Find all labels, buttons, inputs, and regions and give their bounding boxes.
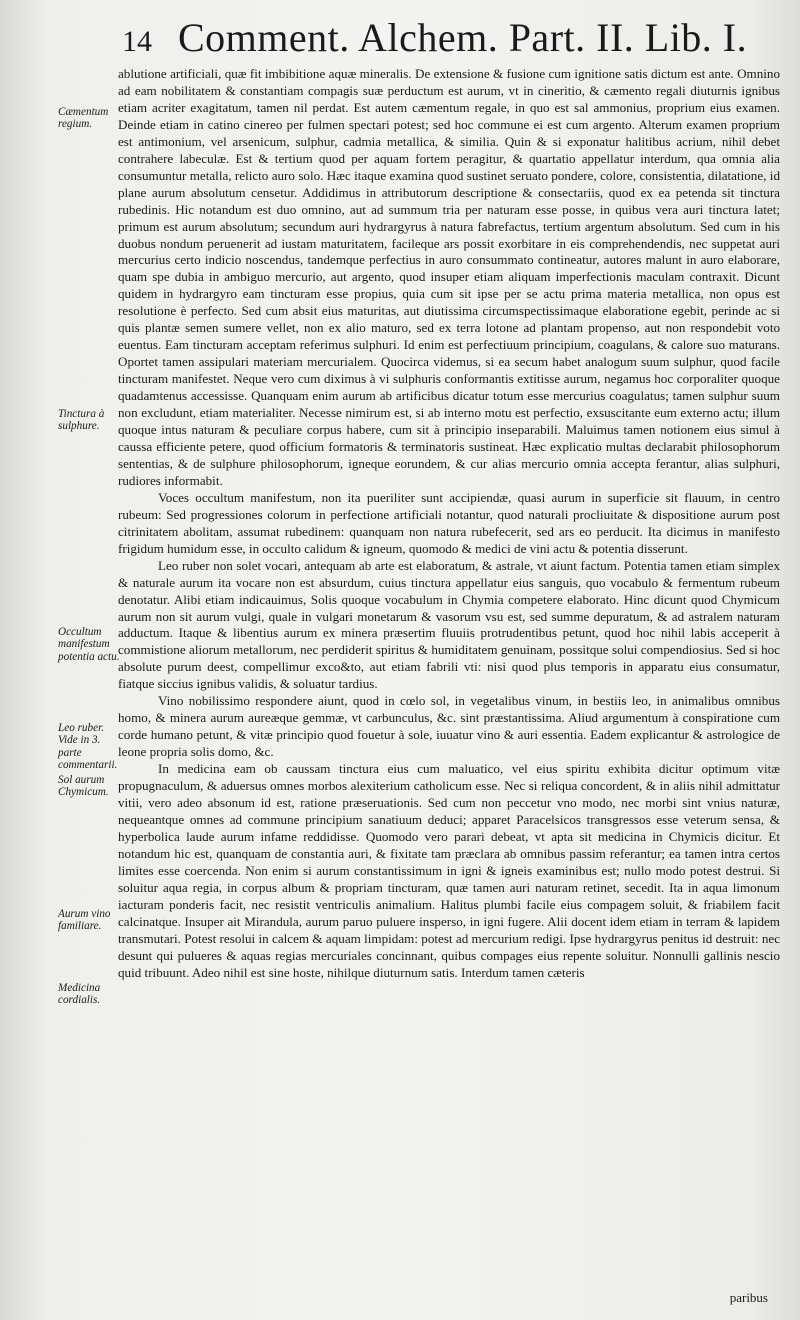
paragraph: Leo ruber non solet vocari, antequam ab arte est elaboratum, & astrale, vt aiunt factum. Potentia tamen etiam simplex & naturale aurum ita vocare non est absurdum, cuius tinctura appellatur eius sanguis, quo vocabulo & fermentum rubeum denotatur. Alibi etiam indicauimus, Solis quoque vocabulum in Chymia competere elaborato. Hinc dicunt quod Chymicum aurum non sit aurum vulgi, quale in vulgari monetarum & vasorum vsu est, sed summe depuratum, & ad astralem naturam adductum. Itaque & libentius aurum ex minera præsertim fluuiis protrudentibus petunt, quod hoc nihil labis acceperit à commistione aliorum metallorum, nec perdiderit spiritus & humiditatem genuinam, possitque solui compendiosius. Sed si hoc absolute purum deest, compellimur exco&to, aut etiam fabrili vti: nisi quod plus temporis in apparatu eius consumatur, fiatque siccius ignibus validis, & soluatur tardius. (118, 557, 780, 692)
catchword: paribus (729, 1290, 768, 1305)
margin-note-leo-ruber: Leo ruber. Vide in 3. parte commentarii. (58, 722, 118, 772)
paragraph: In medicina eam ob caussam tinctura eius cum maluatico, vel eius spiritu exhibita dicitur optimum vitæ propugnaculum, & aduersus omnes morbos alexiterium catholicum esse. Nec si reliqua concordent, & in aliis nihil admittatur vitii, vero adeo absonum id est, ratione præseruationis. Sed cum non peccetur vno modo, nec morbi sint vnius naturæ, nequeantque omnes ad commune principium sanatiuum deduci; apparet Paracelsicos transgressos esse veterum sensa, & hyperbolica laude aurum infame reddidisse. Quomodo vero parari debeat, vt apta sit medicina in Chymicis dicitur. Et notandum hic est, quanquam de constantia auri, & fixitate tam præclara ab omnibus passim referantur; ea tamen intra certos limites esse coercenda. Non enim si aurum constantissimum in igni & igneis examinibus est; nullo modo potest destrui. Si soluitur aqua regia, in corpus album & propriam tincturam, quæ tamen auri naturam retinet, secedit. Ita in aqua limonum iacturam ponderis facit, nec resistit ventriculis animalium. Halitus plumbi facile eius compagem soluit, & friabilem facit calcinatque. Insuper ait Mirandula, aurum paruo puluere insperso, in igni fugere. Alii docent idem etiam in terram & lapidem transmutari. Potest resolui in calcem & aquam limpidam: potest ad mercurium redigi. Ipse hydrargyrus penitus id destruit: nec desunt qui pulueres & aquas regias mercuriales concinnant, quibus compages eius repente soluitur. Nonnulli gallinis nescio quid tribuunt. Adeo nihil est sine hoste, nihilque diuturnum satis. Interdum tamen cæteris (118, 761, 780, 980)
margin-note-caementum-regium: Cæmentum regium. (58, 106, 109, 131)
paragraph: ablutione artificiali, quæ fit imbibitione aquæ mineralis. De extensione & fusione cum ignitione satis dictum est ante. Omnino ad eam nobilitatem & constantiam compagis suæ perductum est aurum, vt in cineritio, & cæmento regali diuturnis ignibus etiam acriter exagitatum, tamen nil perdat. Est autem cæmentum regale, in quo est sal ammonius, proprium eius examen. Deinde etiam in catino cinereo per fulmen spectari potest; sed hoc commune ei est cum argento. Alterum examen proprium est antimonium, vel arsenicum, sulphur, cadmia metallica, & similia. Quin & si exponatur halitibus acrium, nihil debet contrahere labeculæ. Est & tertium quod per aquam fortem peragitur, & quartatio appellatur interdum, qua omnia alia consumuntur metalla, relicto auro solo. Hæc itaque examina quod sustinet seruato pondere, colore, consistentia, dilatatione, id plane aurum absolutum censetur. Addidimus in attributorum descriptione & consectariis, quod ex ea petenda sit tinctura rubedinis. Hic notandum est duo omnino, aut ad summum tria per naturam esse posse, in quibus vera auri tinctura latet; primum est aurum absolutum; secundum auri hydrargyrus à natura fabrefactus, tertium argentum absolutum. Sed cum in his duobus nondum peruenerit ad iustam maturitatem, facileque ars possit exorbitare in eis comprehendendis, nec suppetat auri mercurius certo indicio noscendus, tandemque perfectius in auro consummato contineatur, autores malunt in auro elaborare, quam spe dubia in ambiguo mercurio, aut argento, quod insuper etiam aliquam imperfectionis maculam contraxit. Dicunt quidem in hydrargyro eam tincturam esse propius, quia cum sit ipse per se actu prima materia metallica, non opus est resolutione è perfecto. Sed cum absit eius maturitas, aut diutissima circumspectissimaque elaboratione egebit, perinde ac si quis plantæ semen sumere vellet, non ex alio maturo, sed ex terra lotone ad plantam propenso, aut non respondebit voto euentus. Eam tincturam acceptam referimus sulphuri. Id enim est perfectiuum principium, coagulans, & calore suo maturans. Oportet tamen assipulari materiam mercurialem. Quocirca videmus, si ea secum habet analogum suum sulphur, quod facile tincturam manifestet. Neque vero cum diximus à vi sulphuris conformantis extitisse aurum, negamus hoc corporaliter quoque quadamtenus accessisse. Quanquam enim aurum ab artificibus dicatur totum esse mercurius coagulatus; tamen sulphur suum non excludunt, etiam materialiter. Necesse nimirum est, si ab interno motu est perfectio, exsuscitante eum externo actu; illum quoque intus naturam & peculiare corpus habere, cum sit à principio inseparabili. Maluimus tamen notionem eius simul à caussa efficiente petere, quod officium formatoris & terminatoris sustineat. Hæc explicatio multas declarabit philosophorum sententias, & de sulphure philosophorum, igneque eorundem, & cur alias mercurio omnia accepta ferantur, alias sulphuri, rudiores informabit. (118, 66, 780, 488)
margin-note-occultum-manifestum: Occultum manifestum potentia actu. (58, 626, 120, 663)
margin-note-sol-aurum: Sol aurum Chymicum. (58, 774, 109, 799)
paragraph: Vino nobilissimo respondere aiunt, quod in cœlo sol, in vegetalibus vinum, in bestiis leo, in animalibus omnibus homo, & minera aurum aureæque gemmæ, vt carbunculus, &c. sint præstantissima. Aliud argumentum à conspiratione cum corde humano petunt, & vitæ principio quod fouetur à sole, iuuatur vino & auri essentia. Eadem explicantur & astrologice de leone propria solis domo, &c. (118, 693, 780, 760)
body-text (118, 66, 780, 981)
running-title: Comment. Alchem. Part. II. Lib. I. (178, 15, 748, 60)
margin-note-tinctura-sulphure: Tinctura à sulphure. (58, 408, 105, 433)
paragraph: Voces occultum manifestum, non ita pueriliter sunt accipiendæ, quasi aurum in superficie sit flauum, in centro rubeum: Sed progressiones colorum in perfectione artificiali notantur, quod naturali procliuitate & dispositione aurum post citrinitatem abolitam, assumat rubedinem: quanquam non natura rubefecerit, sed ars eo perducit. Ita dicimus in manifesto frigidum humidum esse, in occulto calidum & igneum, quomodo & medici de vini actu & potentia disserunt. (118, 489, 780, 556)
margin-note-aurum-vino: Aurum vino familiare. (58, 908, 111, 933)
page-number: 14 (122, 25, 152, 58)
margin-notes (0, 0, 120, 1320)
margin-note-medicina-cordialis: Medicina cordialis. (58, 982, 101, 1007)
page-header (122, 14, 782, 60)
